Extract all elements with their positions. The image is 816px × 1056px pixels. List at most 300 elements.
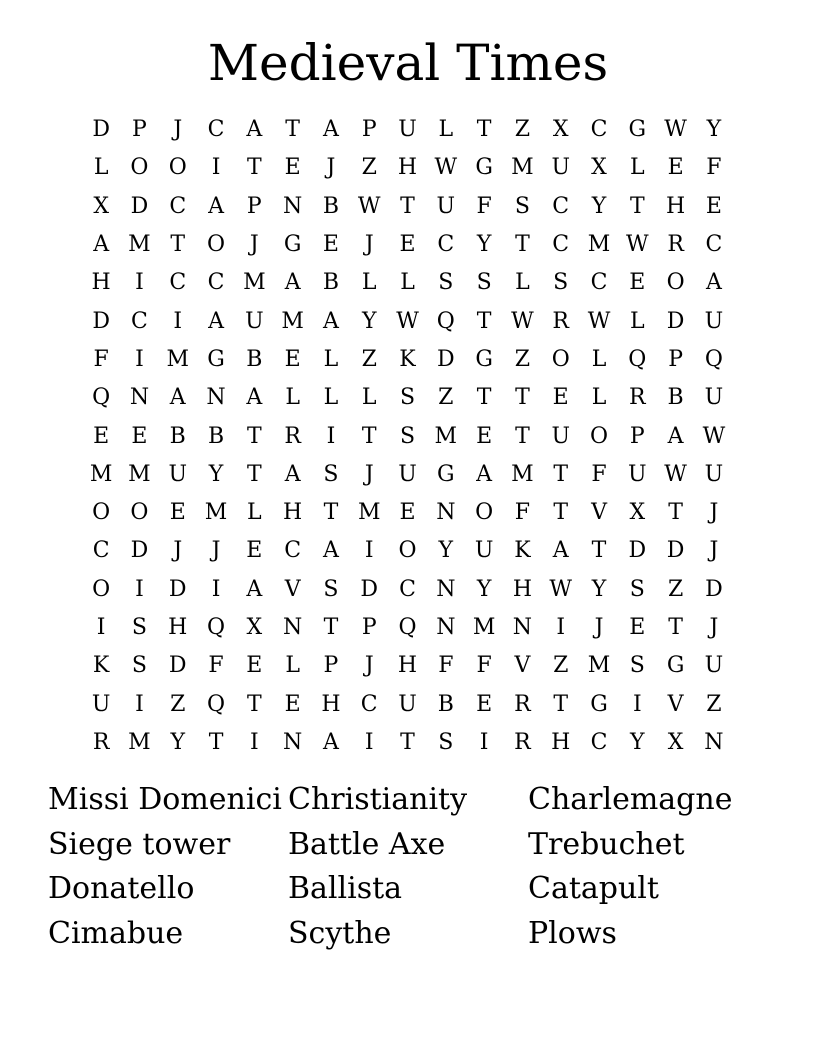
grid-letter[interactable]: V [284, 576, 301, 602]
grid-letter[interactable]: T [515, 232, 530, 258]
grid-letter[interactable]: J [364, 232, 374, 258]
grid-letter[interactable]: A [322, 308, 339, 334]
grid-letter[interactable]: G [207, 346, 225, 372]
grid-letter[interactable]: L [630, 155, 645, 181]
grid-letter[interactable]: E [629, 270, 646, 296]
grid-letter[interactable]: M [89, 461, 113, 487]
grid-letter[interactable]: N [704, 729, 724, 755]
grid-letter[interactable]: T [476, 308, 492, 334]
grid-letter[interactable]: S [438, 729, 454, 755]
page-title: Medieval Times [207, 34, 609, 92]
grid-letter[interactable]: L [630, 308, 645, 334]
grid-letter[interactable]: Z [438, 385, 454, 411]
grid-letter[interactable]: T [515, 385, 530, 411]
grid-letter[interactable]: Z [553, 653, 569, 679]
grid-letter[interactable]: W [396, 308, 419, 334]
grid-letter[interactable]: M [511, 155, 534, 181]
grid-letter[interactable]: R [514, 729, 531, 755]
grid-letter[interactable]: Z [361, 346, 377, 372]
grid-letter[interactable]: F [93, 346, 109, 372]
grid-letter[interactable]: W [549, 576, 573, 602]
grid-letter[interactable]: I [364, 729, 374, 755]
grid-letter[interactable]: N [436, 576, 456, 602]
grid-letter[interactable]: Y [208, 461, 224, 487]
grid-letter[interactable]: D [130, 193, 149, 219]
grid-letter[interactable]: A [476, 461, 493, 487]
grid-letter[interactable]: I [135, 576, 144, 602]
grid-letter[interactable]: I [211, 155, 221, 181]
grid-letter[interactable]: F [476, 193, 492, 219]
grid-letter[interactable]: T [629, 193, 645, 219]
grid-letter[interactable]: Q [92, 385, 111, 411]
grid-letter[interactable]: P [361, 615, 377, 640]
grid-letter[interactable]: E [399, 500, 416, 526]
grid-letter[interactable]: E [246, 538, 263, 564]
grid-letter[interactable]: P [323, 653, 339, 679]
grid-letter[interactable]: Q [398, 615, 417, 640]
grid-letter[interactable]: C [169, 193, 187, 219]
grid-letter[interactable]: H [91, 270, 111, 296]
grid-letter[interactable]: E [322, 232, 339, 258]
grid-letter[interactable]: B [322, 270, 340, 296]
grid-letter[interactable]: U [551, 423, 570, 449]
grid-letter[interactable]: S [476, 270, 492, 296]
grid-letter[interactable]: Z [514, 117, 531, 143]
grid-letter[interactable]: R [514, 691, 531, 717]
grid-letter[interactable]: A [705, 270, 722, 296]
grid-letter[interactable]: R [284, 423, 301, 449]
grid-letter[interactable]: L [285, 385, 300, 411]
grid-letter[interactable]: A [667, 423, 684, 449]
grid-letter[interactable]: N [283, 729, 303, 755]
grid-letter[interactable]: S [323, 461, 339, 487]
grid-letter[interactable]: P [629, 423, 645, 449]
grid-letter[interactable]: B [322, 193, 340, 219]
grid-letter[interactable]: U [704, 653, 724, 679]
grid-letter[interactable]: U [436, 193, 456, 219]
grid-letter[interactable]: W [625, 232, 649, 258]
grid-letter[interactable]: U [168, 461, 188, 487]
grid-letter[interactable]: D [705, 576, 723, 602]
grid-letter[interactable]: R [629, 385, 646, 411]
grid-letter[interactable]: Q [207, 615, 226, 640]
grid-letter[interactable]: E [246, 653, 263, 679]
grid-letter[interactable]: S [514, 193, 530, 219]
grid-letter[interactable]: V [667, 691, 684, 717]
grid-letter[interactable]: T [591, 538, 607, 564]
grid-letter[interactable]: O [168, 155, 187, 181]
grid-letter[interactable]: L [323, 385, 339, 411]
grid-letter[interactable]: U [91, 691, 111, 717]
grid-letter[interactable]: U [398, 461, 417, 487]
grid-letter[interactable]: G [283, 232, 302, 258]
grid-letter[interactable]: U [398, 691, 417, 717]
grid-letter[interactable]: M [281, 308, 304, 334]
grid-letter[interactable]: J [709, 538, 719, 564]
grid-letter[interactable]: I [135, 691, 144, 717]
grid-letter[interactable]: M [587, 232, 611, 258]
grid-letter[interactable]: S [399, 423, 416, 449]
grid-letter[interactable]: D [666, 308, 685, 334]
grid-letter[interactable]: P [361, 117, 377, 143]
grid-letter[interactable]: Y [706, 117, 722, 143]
grid-letter[interactable]: O [207, 232, 226, 258]
grid-letter[interactable]: A [208, 193, 224, 219]
grid-letter[interactable]: L [591, 346, 607, 372]
grid-letter[interactable]: P [668, 346, 683, 372]
grid-letter[interactable]: V [591, 500, 607, 526]
grid-letter[interactable]: T [246, 461, 262, 487]
grid-letter[interactable]: U [551, 155, 570, 181]
grid-letter[interactable]: P [246, 193, 262, 219]
grid-letter[interactable]: H [321, 691, 341, 717]
grid-letter[interactable]: W [434, 155, 458, 181]
grid-letter[interactable]: R [92, 729, 110, 755]
grid-letter[interactable]: K [514, 538, 531, 564]
grid-letter[interactable]: W [664, 117, 687, 143]
grid-letter[interactable]: I [632, 691, 642, 717]
grid-letter[interactable]: U [704, 461, 724, 487]
grid-letter[interactable]: J [173, 117, 183, 143]
grid-letter[interactable]: N [129, 385, 150, 411]
grid-letter[interactable]: L [323, 346, 339, 372]
grid-letter[interactable]: T [668, 615, 683, 640]
grid-letter[interactable]: H [283, 500, 303, 526]
grid-letter[interactable]: J [709, 615, 719, 640]
grid-letter[interactable]: Y [591, 193, 607, 219]
grid-letter[interactable]: Q [704, 346, 723, 372]
grid-row [82, 532, 734, 570]
grid-letter[interactable]: C [131, 308, 148, 334]
grid-letter[interactable]: T [476, 117, 492, 143]
grid-letter[interactable]: E [667, 155, 684, 181]
grid-letter[interactable]: A [284, 270, 301, 296]
grid-letter[interactable]: D [360, 576, 379, 602]
grid-letter[interactable]: N [512, 615, 533, 640]
grid-letter[interactable]: O [475, 500, 494, 526]
grid-letter[interactable]: E [399, 232, 416, 258]
grid-letter[interactable]: M [587, 653, 611, 679]
grid-letter[interactable]: D [92, 117, 110, 143]
grid-letter[interactable]: N [436, 500, 456, 526]
grid-letter[interactable]: F [476, 653, 492, 679]
grid-letter[interactable]: P [132, 117, 147, 143]
grid-row [82, 494, 734, 532]
grid-letter[interactable]: E [629, 615, 646, 640]
grid-letter[interactable]: K [92, 653, 110, 679]
grid-letter[interactable]: S [553, 270, 569, 296]
grid-letter[interactable]: B [437, 691, 454, 717]
grid-letter[interactable]: U [398, 117, 417, 143]
grid-letter[interactable]: H [168, 615, 188, 640]
grid-letter[interactable]: L [400, 270, 415, 296]
grid-letter[interactable]: J [364, 653, 374, 679]
grid-letter[interactable]: Q [436, 308, 455, 334]
grid-letter[interactable]: O [589, 423, 609, 449]
grid-letter[interactable]: N [206, 385, 226, 411]
grid-letter[interactable]: M [472, 615, 496, 640]
grid-letter[interactable]: E [284, 346, 301, 372]
word-bank-item: Ballista [288, 871, 403, 907]
grid-letter[interactable]: C [437, 232, 455, 258]
grid-letter[interactable]: S [629, 653, 645, 679]
grid-letter[interactable]: A [284, 461, 301, 487]
grid-letter[interactable]: S [629, 576, 645, 602]
grid-letter[interactable]: T [323, 500, 339, 526]
grid-letter[interactable]: E [284, 155, 301, 181]
grid-letter[interactable]: X [246, 615, 263, 640]
grid-letter[interactable]: C [590, 729, 608, 755]
grid-letter[interactable]: T [553, 461, 569, 487]
grid-letter[interactable]: T [515, 423, 530, 449]
grid-letter[interactable]: B [207, 423, 225, 449]
grid-letter[interactable]: F [514, 500, 531, 526]
grid-letter[interactable]: L [285, 653, 300, 679]
grid-letter[interactable]: R [552, 308, 569, 334]
grid-letter[interactable]: S [131, 615, 147, 640]
grid-letter[interactable]: C [360, 691, 378, 717]
grid-letter[interactable]: Z [170, 691, 186, 717]
grid-letter[interactable]: S [131, 653, 147, 679]
grid-letter[interactable]: H [397, 653, 418, 679]
grid-letter[interactable]: T [246, 691, 262, 717]
grid-letter[interactable]: M [243, 270, 266, 296]
word-bank [48, 778, 768, 957]
grid-letter[interactable]: V [514, 653, 531, 679]
grid-letter[interactable]: C [207, 117, 225, 143]
grid-letter[interactable]: O [130, 500, 149, 526]
grid-letter[interactable]: W [357, 193, 381, 219]
grid-letter[interactable]: F [438, 653, 454, 679]
grid-letter[interactable]: X [667, 729, 684, 755]
grid-letter[interactable]: F [706, 155, 722, 181]
grid-letter[interactable]: E [476, 423, 493, 449]
grid-letter[interactable]: Y [476, 232, 492, 258]
grid-letter[interactable]: Z [361, 155, 377, 181]
grid-letter[interactable]: N [436, 615, 456, 640]
grid-letter[interactable]: A [169, 385, 186, 411]
grid-letter[interactable]: Z [706, 691, 722, 717]
grid-letter[interactable]: A [246, 576, 263, 602]
grid-letter[interactable]: M [128, 232, 151, 258]
grid-letter[interactable]: M [434, 423, 458, 449]
grid-letter[interactable]: D [628, 538, 647, 564]
grid-letter[interactable]: O [92, 576, 111, 602]
grid-letter[interactable]: N [283, 193, 303, 219]
grid-letter[interactable]: U [704, 385, 724, 411]
grid-letter[interactable]: W [664, 461, 687, 487]
grid-letter[interactable]: D [168, 653, 187, 679]
grid-letter[interactable]: Z [667, 576, 684, 602]
grid-letter[interactable]: D [130, 538, 149, 564]
word-bank-item: Battle Axe [288, 826, 446, 862]
grid-letter[interactable]: G [628, 117, 647, 143]
word-bank-item: Missi Domenici [48, 782, 282, 817]
grid-letter[interactable]: Q [628, 346, 647, 372]
grid-letter[interactable]: S [399, 385, 416, 411]
grid-letter[interactable]: J [326, 155, 336, 181]
grid-letter[interactable]: E [552, 385, 569, 411]
grid-letter[interactable]: C [552, 193, 570, 219]
grid-letter[interactable]: W [587, 308, 611, 334]
grid-letter[interactable]: L [93, 155, 109, 181]
grid-letter[interactable]: O [666, 270, 685, 296]
grid-letter[interactable]: M [166, 346, 189, 372]
grid-row [82, 341, 734, 379]
grid-letter[interactable]: T [476, 385, 492, 411]
grid-letter[interactable]: M [511, 461, 534, 487]
grid-letter[interactable]: Y [438, 538, 454, 564]
grid-letter[interactable]: D [92, 308, 110, 334]
grid-letter[interactable]: O [398, 538, 417, 564]
grid-letter[interactable]: B [246, 346, 263, 372]
grid-letter[interactable]: U [704, 308, 724, 334]
grid-letter[interactable]: E [284, 691, 301, 717]
grid-letter[interactable]: T [553, 500, 569, 526]
grid-letter[interactable]: J [173, 538, 183, 564]
grid-row [82, 724, 734, 762]
grid-letter[interactable]: H [512, 576, 532, 602]
word-bank-item: Charlemagne [528, 782, 733, 817]
grid-letter[interactable]: E [93, 423, 110, 449]
grid-letter[interactable]: D [437, 346, 455, 372]
grid-letter[interactable]: C [590, 270, 608, 296]
grid-letter[interactable]: Y [361, 308, 377, 334]
grid-letter[interactable]: G [437, 461, 455, 487]
grid-letter[interactable]: A [322, 538, 339, 564]
grid-letter[interactable]: J [364, 461, 374, 487]
grid-letter[interactable]: E [705, 193, 722, 219]
grid-letter[interactable]: L [361, 385, 377, 411]
grid-letter[interactable]: I [173, 308, 183, 334]
grid-letter[interactable]: I [249, 729, 259, 755]
grid-letter[interactable]: O [130, 155, 149, 181]
grid-letter[interactable]: C [169, 270, 187, 296]
grid-letter[interactable]: Y [630, 729, 645, 755]
grid-letter[interactable]: T [400, 729, 415, 755]
grid-letter[interactable]: T [400, 193, 415, 219]
grid-letter[interactable]: I [326, 423, 336, 449]
grid-letter[interactable]: M [128, 729, 151, 755]
grid-letter[interactable]: C [705, 232, 723, 258]
grid-letter[interactable]: C [92, 538, 110, 564]
grid-letter[interactable]: Z [514, 346, 531, 372]
grid-letter[interactable]: F [591, 461, 607, 487]
grid-letter[interactable]: N [283, 615, 303, 640]
grid-letter[interactable]: A [322, 729, 339, 755]
grid-letter[interactable]: A [208, 308, 224, 334]
grid-letter[interactable]: M [357, 500, 381, 526]
grid-letter[interactable]: J [709, 500, 719, 526]
grid-letter[interactable]: T [246, 423, 262, 449]
grid-letter[interactable]: C [284, 538, 302, 564]
grid-letter[interactable]: W [702, 423, 726, 449]
grid-letter[interactable]: O [92, 500, 111, 526]
grid-letter[interactable]: U [628, 461, 647, 487]
grid-letter[interactable]: B [169, 423, 186, 449]
grid-letter[interactable]: X [591, 155, 607, 181]
grid-letter[interactable]: Q [207, 691, 226, 717]
grid-letter[interactable]: T [361, 423, 377, 449]
grid-letter[interactable]: G [590, 691, 608, 717]
grid-letter[interactable]: C [552, 232, 570, 258]
grid-letter[interactable]: X [629, 500, 646, 526]
grid-letter[interactable]: J [594, 615, 604, 640]
grid-letter[interactable]: I [479, 729, 489, 755]
grid-letter[interactable]: C [207, 270, 225, 296]
grid-letter[interactable]: J [249, 232, 259, 258]
grid-letter[interactable]: C [399, 576, 416, 602]
grid-letter[interactable]: F [208, 653, 224, 679]
grid-letter[interactable]: L [438, 117, 454, 143]
grid-letter[interactable]: I [135, 270, 144, 296]
grid-letter[interactable]: Y [476, 576, 492, 602]
grid-letter[interactable]: A [552, 538, 569, 564]
grid-letter[interactable]: D [168, 576, 187, 602]
grid-letter[interactable]: I [364, 538, 374, 564]
grid-letter[interactable]: I [556, 615, 566, 640]
grid-letter[interactable]: M [204, 500, 228, 526]
grid-letter[interactable]: W [511, 308, 534, 334]
grid-letter[interactable]: T [170, 232, 186, 258]
grid-letter[interactable]: A [93, 232, 110, 258]
grid-letter[interactable]: C [590, 117, 608, 143]
grid-letter[interactable]: L [247, 500, 262, 526]
grid-letter[interactable]: E [476, 691, 493, 717]
grid-letter[interactable]: S [323, 576, 339, 602]
grid-letter[interactable]: T [285, 117, 300, 143]
grid-letter[interactable]: G [475, 346, 493, 372]
grid-letter[interactable]: T [246, 155, 262, 181]
grid-letter[interactable]: R [667, 232, 684, 258]
grid-letter[interactable]: A [322, 117, 339, 143]
grid-letter[interactable]: L [591, 385, 607, 411]
grid-letter[interactable]: X [552, 117, 569, 143]
grid-letter[interactable]: H [551, 729, 571, 755]
grid-letter[interactable]: Y [591, 576, 607, 602]
grid-letter[interactable]: T [208, 729, 224, 755]
grid-letter[interactable]: T [323, 615, 339, 640]
grid-letter[interactable]: U [474, 538, 494, 564]
grid-letter[interactable]: H [397, 155, 418, 181]
grid-letter[interactable]: B [667, 385, 684, 411]
grid-letter[interactable]: E [169, 500, 186, 526]
grid-letter[interactable]: O [551, 346, 570, 372]
grid-letter[interactable]: I [211, 576, 221, 602]
grid-letter[interactable]: J [211, 538, 221, 564]
grid-letter[interactable]: S [438, 270, 454, 296]
grid-letter[interactable]: M [128, 461, 151, 487]
grid-letter[interactable]: H [666, 193, 686, 219]
word-bank-item: Catapult [528, 871, 659, 907]
grid-letter[interactable]: G [475, 155, 493, 181]
grid-letter[interactable]: L [515, 270, 530, 296]
grid-letter[interactable]: K [399, 346, 416, 372]
grid-letter[interactable]: T [553, 691, 569, 717]
grid-letter[interactable]: A [246, 385, 263, 411]
grid-letter[interactable]: Y [170, 729, 185, 755]
grid-letter[interactable]: I [135, 346, 144, 372]
grid-letter[interactable]: A [246, 117, 263, 143]
grid-letter[interactable]: I [96, 615, 106, 640]
grid-letter[interactable]: T [668, 500, 683, 526]
grid-letter[interactable]: X [93, 193, 109, 219]
grid-letter[interactable]: G [666, 653, 685, 679]
grid-letter[interactable]: D [666, 538, 685, 564]
grid-letter[interactable]: E [131, 423, 148, 449]
grid-letter[interactable]: L [361, 270, 377, 296]
grid-letter[interactable]: U [245, 308, 264, 334]
